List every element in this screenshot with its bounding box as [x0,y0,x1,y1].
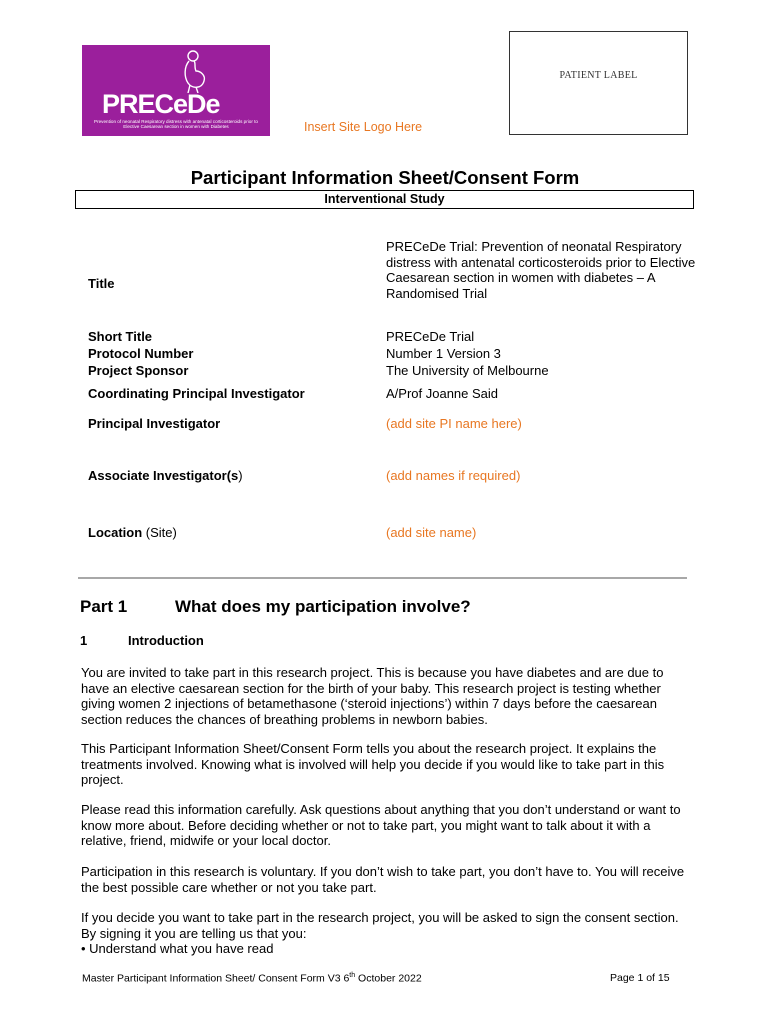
title-value: PRECeDe Trial: Prevention of neonatal Respiratory distress with antenatal corticosteroids prior to Elective Caesarean section in women with diabetes – A Randomised Trial [386,239,696,301]
page-number: Page 1 of 15 [610,972,670,984]
patient-label-box: PATIENT LABEL [509,31,688,135]
pregnant-woman-icon [172,49,212,93]
section-title: Introduction [128,633,204,648]
footer-version-text: Master Participant Information Sheet/ Consent Form V3 6 [82,972,350,985]
associate-investigator-label [88,467,243,484]
study-type-box: Interventional Study [75,190,694,209]
footer-date: October 2022 [355,972,422,985]
location-label-text: Location [88,525,143,540]
paragraph-consent: If you decide you want to take part in the research project, you will be asked to sign the consent section. By signing it you are telling us that you: [81,910,679,941]
short-title-value: PRECeDe Trial [386,329,475,344]
section-number: 1 [80,633,88,648]
protocol-number-label: Protocol Number [88,346,194,361]
principal-investigator-label: Principal Investigator [88,416,221,431]
protocol-number-value: Number 1 Version 3 [386,346,501,361]
paragraph-read-carefully: Please read this information carefully. Ask questions about anything that you don’t understand or want to know more about. Before deciding whether or not to take part, you might want to talk about it with a relative, friend, midwife or your local doctor. [81,802,681,849]
project-sponsor-label: Project Sponsor [88,363,189,378]
logo-wordmark: PRECeDe [102,89,220,119]
part-number: Part 1 [80,597,128,616]
location-label-suffix: (Site) [142,525,177,540]
location-label [88,524,177,541]
associate-investigator-value: (add names if required) [386,468,521,483]
coordinating-pi-value: A/Prof Joanne Said [386,386,499,401]
site-logo-placeholder: Insert Site Logo Here [304,120,423,134]
coordinating-pi-label: Coordinating Principal Investigator [88,386,305,401]
footer-version [82,972,422,985]
short-title-label: Short Title [88,329,153,344]
precede-logo [82,45,270,136]
part-title: What does my participation involve? [175,597,471,616]
project-sponsor-value: The University of Melbourne [386,363,549,378]
title-label: Title [88,276,115,291]
associate-investigator-label-paren: ) [238,468,243,483]
location-value: (add site name) [386,525,477,540]
logo-tagline: Prevention of neonatal Respiratory distress with antenatal corticosteroids prior to Elective Caesarean section in women with Diabetes [94,119,258,129]
principal-investigator-value: (add site PI name here) [386,416,522,431]
paragraph-intro: You are invited to take part in this research project. This is because you have diabetes and are due to have an elective caesarean section for the birth of your baby. This research project is testing whether giving women 2 injections of betamethasone (‘steroid injections’) within 7 days before the caesarean section reduces the chances of breathing problems in newborn babies. [81,665,664,727]
section-divider [78,577,687,579]
paragraph-about-form: This Participant Information Sheet/Consent Form tells you about the research project. It explains the treatments involved. Knowing what is involved will help you decide if you would like to take part in this project. [81,741,665,788]
paragraph-voluntary: Participation in this research is voluntary. If you don’t wish to take part, you don’t have to. You will receive the best possible care whether or not you take part. [81,864,685,895]
associate-investigator-label-text: Associate Investigator(s [88,468,239,483]
bullet-item: • Understand what you have read [81,941,274,956]
document-title: Participant Information Sheet/Consent Form [190,167,580,188]
footer-ordinal: th [349,972,356,979]
